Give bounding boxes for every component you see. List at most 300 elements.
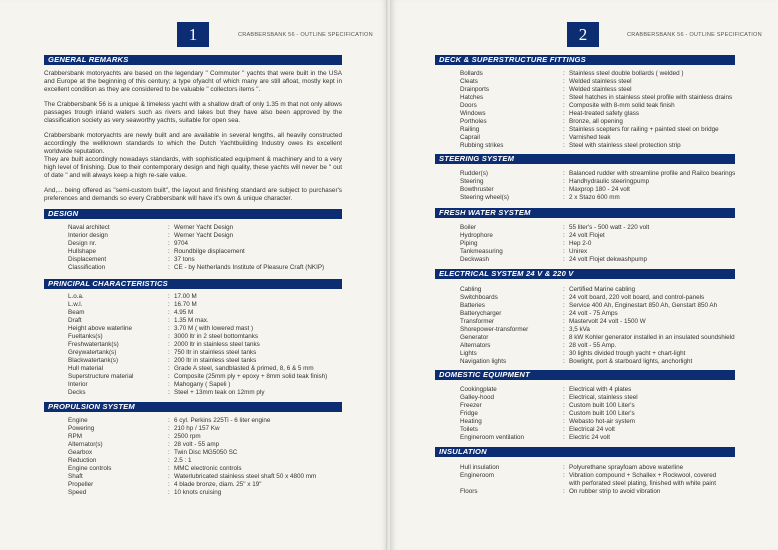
spec-value: MMC electronic controls [174, 465, 242, 472]
spec-value: 3000 ltr in 2 steel bottomtanks [174, 333, 259, 340]
spec-separator: : [168, 293, 170, 300]
spec-separator: : [563, 310, 565, 317]
spec-row [460, 110, 732, 118]
spec-row [68, 449, 348, 457]
spec-value: 37 tons [174, 256, 195, 263]
section-title-fresh-water: FRESH WATER SYSTEM [435, 208, 735, 218]
spec-separator: : [563, 78, 565, 85]
spec-list-deck [460, 70, 732, 150]
spec-value: Steel + 13mm teak on 12mm ply [174, 389, 265, 396]
spec-label: Batterycharger [460, 310, 502, 317]
spec-value: Unirex [569, 248, 588, 255]
spec-value: Mahogany ( Sapeli ) [174, 381, 231, 388]
spec-value: Electrical, stainless steel [569, 394, 638, 401]
running-head: CRABBERSBANK 56 - OUTLINE SPECIFICATION [627, 32, 762, 38]
spec-label: Interior design [68, 232, 108, 239]
spec-row [460, 86, 732, 94]
spec-row [460, 488, 716, 496]
spec-row [460, 118, 732, 126]
spec-separator: : [563, 418, 565, 425]
spec-label: Classification [68, 264, 106, 271]
spec-row [68, 425, 348, 433]
spec-label: Boiler [460, 224, 477, 231]
spec-value: Vibration compound + Schallex + Rockwool, covered [569, 472, 717, 479]
spec-value: 24 volt Flojet dekwashpump [569, 256, 648, 263]
spec-separator: : [563, 358, 565, 365]
spec-separator: : [563, 240, 565, 247]
spec-row [68, 317, 348, 325]
spec-row [460, 248, 649, 256]
spec-row [460, 358, 735, 366]
spec-separator: : [563, 294, 565, 301]
spec-label: Decks [68, 389, 86, 396]
spec-row [68, 489, 348, 497]
spec-row [460, 134, 732, 142]
spec-value: 200 ltr in stainless steel tanks [174, 357, 257, 364]
spec-label: RPM [68, 433, 82, 440]
spec-separator: : [563, 394, 565, 401]
spec-separator: : [563, 134, 565, 141]
spec-row [68, 357, 348, 365]
spec-separator: : [563, 232, 565, 239]
spec-row [460, 178, 735, 186]
spec-label: Reduction [68, 457, 97, 464]
spec-label: Shorepower-transformer [460, 326, 529, 333]
spec-separator: : [168, 325, 170, 332]
section-title-principal-characteristics: PRINCIPAL CHARACTERISTICS [44, 279, 342, 289]
spec-value: Electrical 24 volt [569, 426, 615, 433]
spec-value: Grade A steel, sandblasted & primed, 8, 6 & 5 mm [174, 365, 314, 372]
spec-value: 16.70 M [174, 301, 197, 308]
spec-separator: : [168, 232, 170, 239]
spec-separator: : [563, 102, 565, 109]
spec-separator: : [563, 302, 565, 309]
spec-value: Waterlubricated stainless steel shaft 50 x 4800 mm [174, 473, 317, 480]
spec-label: Shaft [68, 473, 83, 480]
spec-separator: : [168, 433, 170, 440]
spec-separator: : [563, 342, 565, 349]
spec-label: Piping [460, 240, 478, 247]
spec-value: 6 cyl. Perkins 225Ti - 6 liter engine [174, 417, 271, 424]
spec-separator: : [563, 248, 565, 255]
spec-row [460, 142, 732, 150]
spec-label: L.o.a. [68, 293, 84, 300]
spec-row [460, 394, 638, 402]
spec-row [460, 434, 638, 442]
spec-value: On rubber strip to avoid vibration [569, 488, 661, 495]
spec-row [68, 333, 348, 341]
spec-separator: : [563, 186, 565, 193]
spec-label: Alternator(s) [68, 441, 103, 448]
spec-separator: : [168, 457, 170, 464]
spec-value: Composite with 8-mm solid teak finish [569, 102, 675, 109]
spec-row [460, 170, 735, 178]
spec-separator: : [563, 110, 565, 117]
spec-value: Twin Disc MG5050 SC [174, 449, 238, 456]
spec-label: Rudder(s) [460, 170, 488, 177]
spec-value: Custom built 100 Liter's [569, 410, 635, 417]
spec-value: 4.95 M [174, 309, 194, 316]
spec-label: Railing [460, 126, 480, 133]
spec-separator: : [168, 465, 170, 472]
spec-row [460, 194, 735, 202]
spec-label: Freezer [460, 402, 482, 409]
running-head: CRABBERSBANK 56 - OUTLINE SPECIFICATION [238, 32, 373, 38]
spec-label: Speed [68, 489, 87, 496]
spec-value: 2000 ltr in stainless steel tanks [174, 341, 260, 348]
spec-label: Steering [460, 178, 484, 185]
spec-label: Naval architect [68, 224, 110, 231]
spec-separator: : [168, 381, 170, 388]
spec-label: Interior [68, 381, 88, 388]
paragraph: Crabbersbank motoryachts are based on the legendary " Commuter " yachts that were built in the USA and Europe at the beginning of this century; a type ofyacht of which many are still afloat, mostly kept in excellent condition as they are considered to be valuable " collectors items ". [44, 70, 342, 94]
spec-value: Welded stainless steel [569, 86, 632, 93]
spec-separator: : [168, 417, 170, 424]
spec-value: Werner Yacht Design [174, 232, 234, 239]
spec-value: 2500 rpm [174, 433, 201, 440]
spec-separator: : [168, 365, 170, 372]
spec-value: with perforated steel plating, finished with white paint [569, 480, 717, 487]
spec-row [460, 350, 735, 358]
spec-label: Hull material [68, 365, 103, 372]
section-title-insulation: INSULATION [435, 447, 735, 457]
spec-label: Height above waterline [68, 325, 133, 332]
spec-row [460, 224, 649, 232]
spec-value: Maxprop 180 - 24 volt [569, 186, 630, 193]
spec-separator: : [168, 301, 170, 308]
spec-value: Handhydraulic steeringpump [569, 178, 650, 185]
page-number: 2 [567, 22, 599, 47]
spec-separator: : [563, 170, 565, 177]
spec-label: Freshwatertank(s) [68, 341, 119, 348]
spec-list-electrical [460, 286, 735, 366]
spec-separator: : [563, 256, 565, 263]
spec-row [460, 94, 732, 102]
spec-label: Fueltanks(s) [68, 333, 103, 340]
spec-separator: : [563, 126, 565, 133]
spec-label: Galley-hood [460, 394, 494, 401]
spec-list-propulsion [68, 417, 348, 497]
spec-label: Batteries [460, 302, 485, 309]
spec-label: Doors [460, 102, 477, 109]
spec-label: Engineroom [460, 472, 494, 479]
spec-row [68, 465, 348, 473]
spec-row [68, 256, 348, 264]
spec-label: Hatches [460, 94, 484, 101]
spec-row [460, 410, 638, 418]
spec-row [68, 381, 348, 389]
spec-row [460, 464, 716, 472]
section-title-electrical: ELECTRICAL SYSTEM 24 V & 220 V [435, 269, 735, 279]
spec-row [460, 186, 735, 194]
spec-label: Steering wheel(s) [460, 194, 509, 201]
spec-label: Cleats [460, 78, 478, 85]
spec-value: 10 knots cruising [174, 489, 222, 496]
spec-row [68, 232, 348, 240]
spec-row [68, 293, 348, 301]
spec-separator: : [563, 402, 565, 409]
spec-value: Custom built 100 Liter's [569, 402, 635, 409]
spec-value: 3,5 kVa [569, 326, 590, 333]
spec-value: Bronze, all opening [569, 118, 623, 125]
spec-separator: : [563, 434, 565, 441]
spec-row [68, 365, 348, 373]
spec-row [460, 318, 735, 326]
spec-value: 28 volt - 55 Amp. [569, 342, 617, 349]
spec-label: Tankmeasuring [460, 248, 503, 255]
spec-separator: : [168, 349, 170, 356]
section-title-general-remarks: GENERAL REMARKS [44, 55, 342, 65]
spec-row [68, 417, 348, 425]
spec-label: Design nr. [68, 240, 97, 247]
spec-separator: : [563, 142, 565, 149]
spec-separator: : [563, 488, 565, 495]
spec-value: Certified Marine cabling [569, 286, 636, 293]
spec-label [460, 480, 563, 488]
spec-value: Welded stainless steel [569, 78, 632, 85]
spec-label: Displacement [68, 256, 107, 263]
spec-separator: : [563, 286, 565, 293]
spec-label: Hydrophore [460, 232, 493, 239]
spec-label: Propeller [68, 481, 94, 488]
spec-value: 3.70 M ( with lowered mast ) [174, 325, 254, 332]
spec-value: 210 hp / 157 Kw [174, 425, 220, 432]
spec-row [460, 334, 735, 342]
spec-row [460, 102, 732, 110]
spec-list-fresh-water [460, 224, 649, 264]
spec-separator: : [168, 264, 170, 271]
spec-label: Greywatertank(s) [68, 349, 117, 356]
spec-label: Engine [68, 417, 88, 424]
spec-row [460, 310, 735, 318]
spec-label: Engine controls [68, 465, 112, 472]
spec-separator: : [168, 256, 170, 263]
page-number: 1 [177, 22, 209, 47]
spec-label: Hull insulation [460, 464, 500, 471]
spec-row [68, 325, 348, 333]
spec-label: Cabling [460, 286, 482, 293]
spec-value: Steel hatches in stainless steel profile with stainless drains [569, 94, 733, 101]
spec-separator: : [168, 373, 170, 380]
spec-label: Superstructure material [68, 373, 134, 380]
spec-row [460, 232, 649, 240]
spec-value: Varnished teak [569, 134, 611, 141]
spec-label: Lights [460, 350, 477, 357]
spec-separator: : [563, 318, 565, 325]
spec-row [460, 418, 638, 426]
paragraph: They are built accordingly nowadays standards, with sophisticated equipment & machinery and to a very high level of finishing. Due to their contemporary design and high quality, these yachts will never be " out of date " and will always keep a high re-sale value. [44, 156, 342, 180]
spec-row [460, 342, 735, 350]
spec-value: 2 x Stazo 600 mm [569, 194, 620, 201]
spec-row [68, 441, 348, 449]
spec-list-domestic [460, 386, 638, 442]
spec-separator: : [563, 70, 565, 77]
spec-row [68, 240, 348, 248]
spec-value: Webasto hot-air system [569, 418, 636, 425]
spec-label: L.w.l. [68, 301, 83, 308]
spec-separator: : [563, 178, 565, 185]
spec-value: 9704 [174, 240, 189, 247]
spec-separator: : [168, 489, 170, 496]
spec-label: Caprail [460, 134, 480, 141]
spec-label: Bowthruster [460, 186, 494, 193]
paragraph: The Crabbersbank 56 is a unique & timeless yacht with a shallow draft of only 1.35 m that not only allows passages trough inland waters such as rivers and lakes but they have also been approved by the classification society as very seaworthy yachts, suitable for open sea. [44, 101, 342, 125]
spec-separator: : [563, 118, 565, 125]
spec-row [460, 126, 732, 134]
spec-label: Alternators [460, 342, 491, 349]
spec-value: Bowlight, port & starboard lights, anchorlight [569, 358, 693, 365]
spec-value: 28 volt - 55 amp [174, 441, 220, 448]
spec-label: Floors [460, 488, 478, 495]
spec-row [460, 240, 649, 248]
spec-label: Bollards [460, 70, 483, 77]
spec-separator: : [563, 350, 565, 357]
spec-value: 8 kW Kohler generator installed in an insulated soundshield [569, 334, 735, 341]
spec-value: 30 lights divided trough yacht + chart-light [569, 350, 686, 357]
spec-value: Composite (25mm ply + epoxy + 8mm solid teak finish) [174, 373, 328, 380]
spec-row [460, 386, 638, 394]
spec-row [460, 426, 638, 434]
spec-value: 750 ltr in stainless steel tanks [174, 349, 257, 356]
spec-value: Steel with stainless steel protection strip [569, 142, 681, 149]
left-page [0, 0, 388, 550]
spec-separator: : [168, 389, 170, 396]
spec-row [460, 286, 735, 294]
spec-value: 55 liter's - 500 watt - 220 volt [569, 224, 650, 231]
spec-row [460, 78, 732, 86]
spec-label: Switchboards [460, 294, 498, 301]
spec-separator: : [168, 481, 170, 488]
section-title-domestic: DOMESTIC EQUIPMENT [435, 370, 735, 380]
spec-separator: : [563, 326, 565, 333]
spec-list-principal [68, 293, 348, 397]
spec-value: 4 blade bronze, diam. 25" x 19" [174, 481, 262, 488]
spec-separator: : [563, 386, 565, 393]
spec-list-steering [460, 170, 735, 202]
spec-separator: : [563, 94, 565, 101]
spec-value: Stainless steel double bollards ( welded ) [569, 70, 684, 77]
spec-list-insulation [460, 464, 716, 496]
spec-row [460, 480, 716, 488]
spec-separator: : [563, 410, 565, 417]
section-title-design: DESIGN [44, 209, 342, 219]
spec-row [460, 70, 732, 78]
spec-value: Stainless scepters for railing + painted steel on bridge [569, 126, 719, 133]
spec-row [68, 457, 348, 465]
spec-list-design [68, 224, 348, 272]
spec-label: Generator [460, 334, 489, 341]
spec-row [68, 389, 348, 397]
spec-separator: : [168, 248, 170, 255]
spec-row [68, 301, 348, 309]
spec-value: 24 volt - 75 Amps [569, 310, 618, 317]
spec-row [68, 481, 348, 489]
spec-value: Werner Yacht Design [174, 224, 234, 231]
spec-separator: : [563, 426, 565, 433]
spec-label: Toilets [460, 426, 478, 433]
spec-value: Service 400 Ah, Enginestart 850 Ah, Genstart 850 Ah [569, 302, 718, 309]
spec-separator: : [168, 425, 170, 432]
spec-value: Balanced rudder with streamline profile and Railco bearings [569, 170, 736, 177]
spec-value: Roundbilge displacement [174, 248, 245, 255]
spec-row [68, 309, 348, 317]
spec-label: Rubbing strikes [460, 142, 504, 149]
spec-separator: : [168, 240, 170, 247]
spec-label: Powering [68, 425, 95, 432]
spec-row [68, 373, 348, 381]
spec-separator: : [168, 309, 170, 316]
spec-value: Mastervolt 24 volt - 1500 W [569, 318, 646, 325]
spec-value: Polyurethane sprayfoam above waterline [569, 464, 684, 471]
spec-value: 1.35 M max. [174, 317, 209, 324]
spec-separator: : [563, 86, 565, 93]
spec-row [68, 341, 348, 349]
spec-row [68, 473, 348, 481]
spec-separator: : [168, 441, 170, 448]
spec-row [68, 349, 348, 357]
spec-row [460, 326, 735, 334]
spec-value: CE - by Netherlands Institute of Pleasure Craft (NKIP) [174, 264, 325, 271]
spec-label: Beam [68, 309, 85, 316]
spec-value: Heat-treated safety glass [569, 110, 640, 117]
spec-label: Engineroom ventilation [460, 434, 525, 441]
spec-separator: : [168, 317, 170, 324]
paragraph: And,... being offered as "semi-custom built", the layout and finishing standard are subject to purchaser's preferences and demands so every Crabbersbank will have it's own & unique character. [44, 187, 342, 203]
spec-label: Heating [460, 418, 482, 425]
spec-value: 24 volt Flojet [569, 232, 605, 239]
spec-row [460, 302, 735, 310]
section-title-deck-fittings: DECK & SUPERSTRUCTURE FITTINGS [435, 55, 735, 65]
spec-label: Draft [68, 317, 82, 324]
spec-label: Gearbox [68, 449, 93, 456]
section-title-propulsion: PROPULSION SYSTEM [44, 402, 342, 412]
spec-label: Blackwatertank(s) [68, 357, 119, 364]
spec-label: Transformer [460, 318, 495, 325]
right-page [390, 0, 778, 550]
spec-row [460, 472, 716, 480]
spec-label: Hullshape [68, 248, 97, 255]
spec-row [68, 264, 348, 272]
spec-row [460, 402, 638, 410]
spec-label: Portholes [460, 118, 487, 125]
spec-row [460, 256, 649, 264]
spec-separator: : [563, 224, 565, 231]
spec-label: Navigation lights [460, 358, 507, 365]
spec-value: 24 volt board, 220 volt board, and control-panels [569, 294, 705, 301]
spec-separator: : [168, 473, 170, 480]
spec-separator: : [563, 472, 565, 479]
spec-separator: : [563, 334, 565, 341]
spec-label: Deckwash [460, 256, 490, 263]
spec-row [460, 294, 735, 302]
spec-separator: : [168, 449, 170, 456]
spec-separator: : [563, 464, 565, 471]
spec-separator: : [168, 224, 170, 231]
spec-row [68, 248, 348, 256]
spec-label: Fridge [460, 410, 478, 417]
spec-row [68, 433, 348, 441]
section-title-steering: STEERING SYSTEM [435, 154, 735, 164]
spec-label: Cookingplate [460, 386, 497, 393]
spec-separator: : [168, 357, 170, 364]
spec-separator: : [168, 341, 170, 348]
paragraph: Crabbersbank motoryachts are newly built and are available in several lengths, all heavily constructed accordingly the wellknown standards to which the Dutch Yachtbuilding Industry owes its excellent worldwide reputation. [44, 132, 342, 156]
spec-separator: : [168, 333, 170, 340]
spec-label: Drainports [460, 86, 490, 93]
spec-row [68, 224, 348, 232]
spec-value: Electric 24 volt [569, 434, 610, 441]
spec-separator: : [563, 194, 565, 201]
